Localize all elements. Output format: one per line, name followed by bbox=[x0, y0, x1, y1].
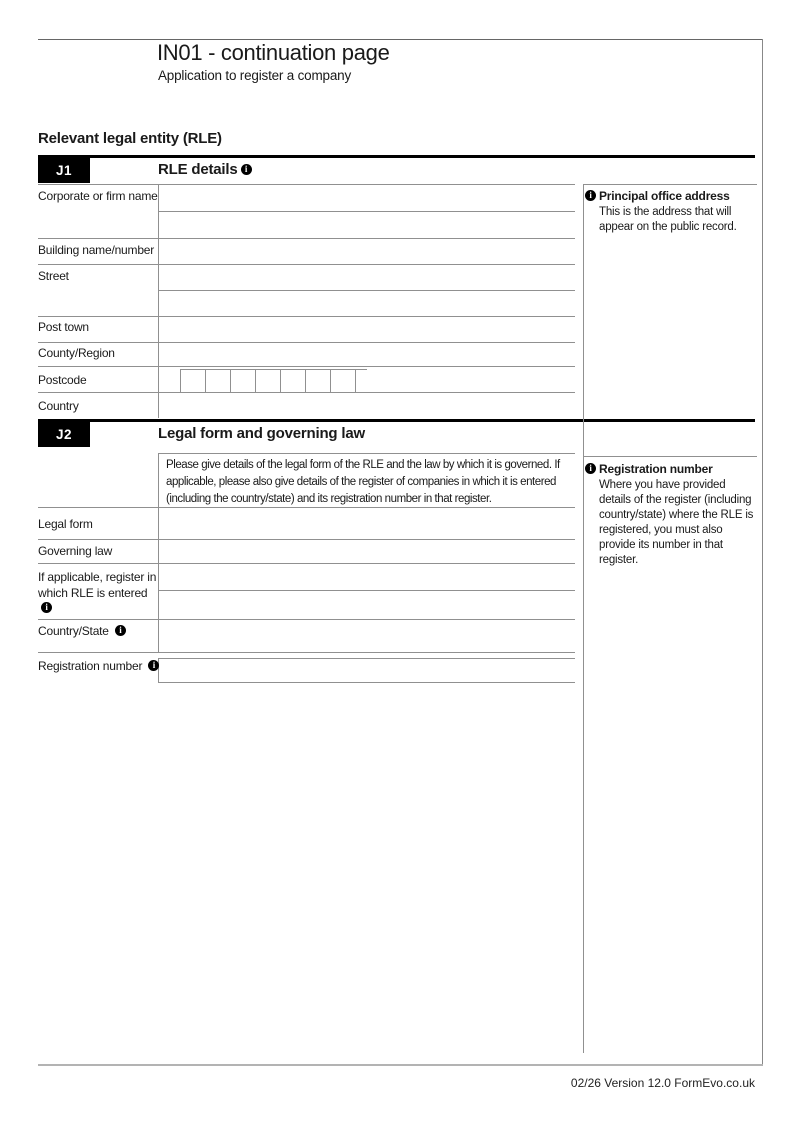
field-label-street: Street bbox=[38, 269, 69, 283]
page-bottom-border bbox=[38, 1064, 763, 1066]
divider-line bbox=[158, 682, 575, 683]
note-title: Registration number bbox=[599, 462, 713, 476]
section-j1-title bbox=[158, 161, 252, 178]
note-text: Where you have provided details of the register (including country/state) where the RLE is registered, you must also provide its number in that register. bbox=[599, 479, 754, 566]
note-text: This is the address that will appear on the public record. bbox=[599, 206, 737, 233]
corporate-name-input-line-1[interactable] bbox=[159, 185, 573, 210]
register-input-line-2[interactable] bbox=[159, 591, 573, 618]
postcode-cell-divider bbox=[255, 370, 280, 392]
divider-line bbox=[38, 366, 575, 367]
sidebar-note-principal-office bbox=[585, 189, 757, 235]
postcode-input[interactable] bbox=[180, 369, 367, 392]
section-j1-badge: J1 bbox=[38, 158, 90, 183]
section-j1-bar bbox=[38, 155, 755, 158]
section-heading: Relevant legal entity (RLE) bbox=[38, 130, 222, 147]
form-title: IN01 - continuation page bbox=[157, 40, 390, 65]
post-town-input[interactable] bbox=[159, 317, 573, 341]
governing-law-input[interactable] bbox=[159, 540, 573, 562]
field-label-register: If applicable, register in which RLE is enteredi bbox=[38, 570, 157, 612]
field-label-county-region: County/Region bbox=[38, 346, 115, 360]
country-state-input[interactable] bbox=[159, 620, 573, 651]
section-j2-title-text: Legal form and governing law bbox=[158, 425, 365, 442]
postcode-cell-divider bbox=[305, 370, 330, 392]
note-title: Principal office address bbox=[599, 189, 730, 203]
sidebar-divider bbox=[583, 456, 757, 457]
section-j2-title bbox=[158, 425, 365, 442]
page-right-border bbox=[762, 39, 763, 1065]
county-region-input[interactable] bbox=[159, 343, 573, 365]
postcode-cell-divider bbox=[330, 370, 355, 392]
country-input[interactable] bbox=[159, 393, 573, 417]
page-top-border bbox=[38, 39, 763, 40]
registration-number-input[interactable] bbox=[159, 659, 573, 681]
field-label-postcode: Postcode bbox=[38, 373, 87, 387]
street-input-line-1[interactable] bbox=[159, 265, 573, 289]
field-label-building: Building name/number bbox=[38, 243, 155, 257]
field-label-country-state: Country/State i bbox=[38, 624, 158, 640]
info-icon: i bbox=[148, 660, 159, 671]
sidebar-left-rule bbox=[583, 184, 584, 1053]
info-icon: i bbox=[241, 164, 252, 175]
postcode-cell-divider bbox=[230, 370, 255, 392]
postcode-cell-divider bbox=[205, 370, 230, 392]
footer-version: 02/26 Version 12.0 FormEvo.co.uk bbox=[570, 1076, 755, 1090]
field-label-post-town: Post town bbox=[38, 320, 89, 334]
field-label-legal-form: Legal form bbox=[38, 517, 93, 531]
building-name-input[interactable] bbox=[159, 239, 573, 263]
sidebar-note-registration-number bbox=[585, 462, 757, 568]
section-j2-badge: J2 bbox=[38, 422, 90, 447]
field-label-country: Country bbox=[38, 399, 79, 413]
info-icon: i bbox=[585, 463, 596, 474]
info-icon: i bbox=[115, 625, 126, 636]
section-j2-bar bbox=[38, 419, 755, 422]
field-label-governing-law: Governing law bbox=[38, 544, 113, 558]
sidebar-divider bbox=[583, 184, 757, 185]
postcode-cell-divider bbox=[180, 370, 205, 392]
street-input-line-2[interactable] bbox=[159, 291, 573, 315]
register-input-line-1[interactable] bbox=[159, 564, 573, 589]
form-subtitle: Application to register a company bbox=[158, 68, 352, 83]
postcode-cell-divider bbox=[280, 370, 305, 392]
info-icon: i bbox=[41, 602, 52, 613]
divider-line bbox=[38, 652, 575, 653]
postcode-cell-divider bbox=[355, 370, 367, 392]
section-j1-title-text: RLE details bbox=[158, 161, 238, 178]
field-label-registration-number: Registration number i bbox=[38, 659, 158, 675]
field-label-corporate-name: Corporate or firm name bbox=[38, 189, 158, 203]
j2-instruction-text: Please give details of the legal form of the RLE and the law by which it is governed. If applicable, please also give details of the register of companies in which it is entered (including the country/state) and its registration number in that register. bbox=[166, 459, 560, 505]
info-icon: i bbox=[585, 190, 596, 201]
legal-form-input[interactable] bbox=[159, 508, 573, 538]
corporate-name-input-line-2[interactable] bbox=[159, 212, 573, 237]
